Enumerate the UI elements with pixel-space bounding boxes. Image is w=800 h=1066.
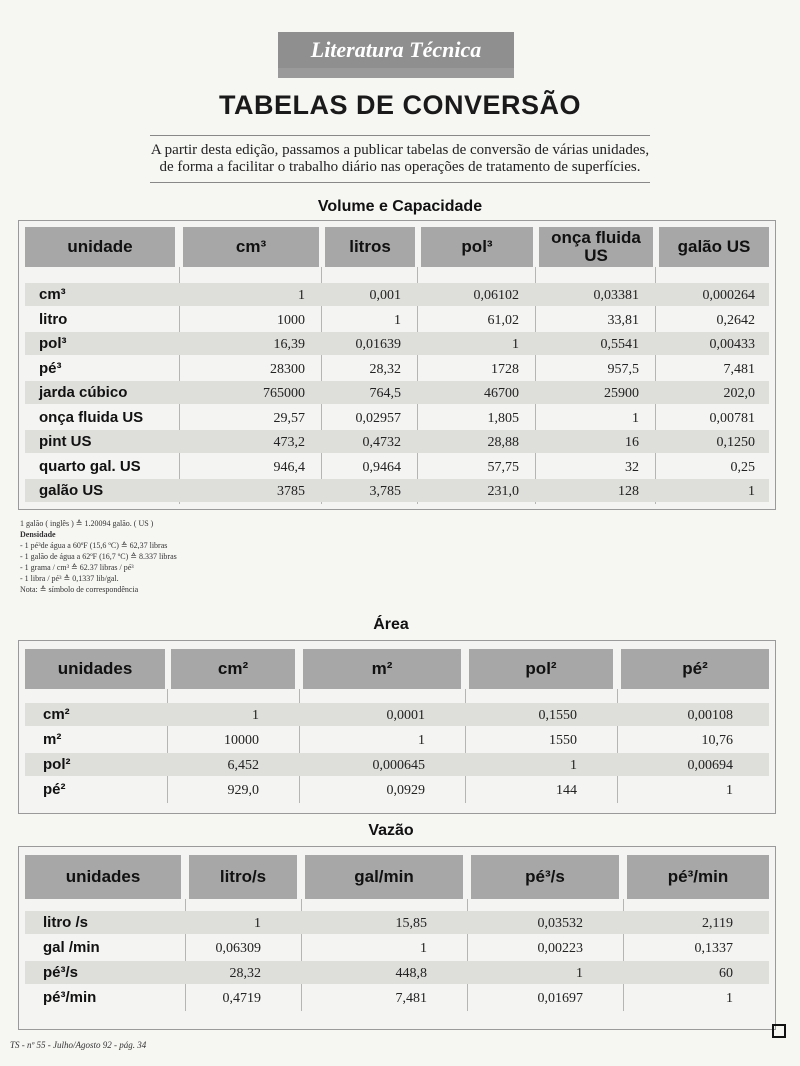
volume-table [18, 220, 776, 510]
table-cell: 448,8 [395, 966, 427, 981]
table-cell: 6,452 [227, 758, 259, 773]
table-cell: 10,76 [701, 733, 733, 748]
table-cell: 0,4732 [362, 435, 401, 450]
table-cell: 25900 [604, 386, 639, 401]
column-header: onça fluida US [539, 227, 653, 267]
table-cell: 16 [625, 435, 639, 450]
table-cell: 3785 [277, 484, 305, 499]
column-header: cm² [171, 649, 295, 689]
table-cell: 0,00781 [709, 410, 755, 426]
table-cell: 473,2 [273, 435, 305, 450]
flow-table [18, 846, 776, 1030]
table-cell: 1728 [491, 361, 519, 377]
intro-line-1: A partir desta edição, passamos a publicar tabelas de conversão de várias unidades, [150, 142, 650, 158]
column-header: unidades [25, 649, 165, 689]
table-cell: 144 [556, 783, 577, 798]
table-cell: 0,06309 [215, 941, 261, 956]
note-symbol: Nota: ≙ símbolo de correspondência [20, 585, 139, 594]
density-line: - 1 libra / pé³ ≙ 0,1337 lib/gal. [20, 574, 119, 583]
row-label: onça fluida US [39, 408, 144, 426]
table-cell: 0,00223 [537, 941, 583, 956]
table-cell: 0,001 [369, 288, 401, 303]
section-banner: Literatura Técnica [278, 32, 514, 78]
table-cell: 46700 [484, 386, 519, 401]
table-cell: 1 [418, 733, 425, 748]
row-label: m² [43, 731, 62, 748]
table-cell: 1 [576, 966, 583, 981]
table-cell: 202,0 [723, 386, 755, 401]
table-cell: 0,000645 [372, 758, 425, 773]
table-cell: 0,9464 [362, 459, 401, 475]
column-header: pol² [469, 649, 613, 689]
page-footer: TS - nº 55 - Julho/Agosto 92 - pág. 34 [10, 1040, 147, 1050]
column-header: pé² [621, 649, 769, 689]
table-cell: 28,32 [369, 361, 401, 377]
note-gallon: 1 galão ( inglês ) ≙ 1.20094 galão. ( US ) [20, 519, 154, 528]
row-label: pint US [39, 433, 92, 450]
table-cell: 1 [394, 312, 401, 328]
density-line: - 1 galão de água a 62ºF (16,7 ºC) ≙ 8.337 libras [20, 552, 177, 561]
table-cell: 0,1550 [538, 708, 577, 723]
column-header: pé³/s [471, 855, 619, 899]
table-cell: 0,03381 [593, 288, 639, 303]
density-title: Densidade [20, 530, 56, 539]
table-cell: 60 [719, 966, 733, 981]
table-cell: 0,1337 [694, 941, 733, 956]
table-cell: 1 [252, 708, 259, 723]
row-label: cm² [43, 706, 70, 723]
column-header: cm³ [183, 227, 319, 267]
table-cell: 0,01639 [355, 337, 401, 352]
row-label: jarda cúbico [39, 384, 128, 401]
table-cell: 1,805 [487, 410, 519, 426]
table-cell: 3,785 [369, 484, 401, 499]
table-cell: 929,0 [227, 783, 259, 798]
area-table [18, 640, 776, 814]
table-cell: 61,02 [487, 312, 519, 328]
intro-line-2: de forma a facilitar o trabalho diário nas operações de tratamento de superfícies. [159, 159, 641, 175]
flow-section-title: Vazão [368, 822, 414, 839]
row-label: gal /min [43, 939, 100, 956]
column-header: galão US [659, 227, 769, 267]
table-cell: 0,000264 [702, 288, 755, 303]
row-label: cm³ [39, 286, 66, 303]
column-header: litros [325, 227, 415, 267]
row-label: pé² [43, 781, 66, 798]
table-cell: 28,32 [229, 966, 261, 981]
notes-block [20, 518, 320, 595]
table-cell: 0,1250 [716, 435, 755, 450]
table-cell: 7,481 [395, 991, 427, 1006]
table-cell: 0,0929 [386, 783, 425, 798]
table-cell: 764,5 [369, 386, 401, 401]
row-label: pé³/s [43, 964, 79, 981]
divider [150, 135, 650, 136]
table-cell: 0,03532 [537, 916, 583, 931]
column-header: m² [303, 649, 461, 689]
table-cell: 0,02957 [355, 410, 401, 426]
row-label: litro [39, 310, 68, 328]
density-line: - 1 pé³de água a 60ºF (15,6 ºC) ≙ 62,37 libras [20, 541, 168, 550]
table-cell: 29,57 [273, 410, 305, 426]
table-cell: 1000 [277, 312, 305, 328]
table-cell: 0,5541 [600, 337, 639, 352]
table-cell: 0,00433 [709, 337, 755, 352]
table-cell: 0,25 [730, 459, 755, 475]
table-cell: 1 [726, 991, 733, 1006]
table-cell: 33,81 [607, 312, 639, 328]
area-section-title: Área [373, 616, 409, 633]
table-cell: 7,481 [723, 361, 755, 377]
table-cell: 1 [570, 758, 577, 773]
row-label: pol² [43, 756, 71, 773]
row-label: pé³/min [43, 989, 97, 1006]
row-label: pé³ [39, 359, 62, 377]
table-cell: 28300 [270, 361, 305, 377]
table-cell: 957,5 [607, 361, 639, 377]
table-cell: 32 [625, 459, 639, 475]
column-header: unidades [25, 855, 181, 899]
table-cell: 1 [420, 941, 427, 956]
table-cell: 0,01697 [537, 991, 583, 1006]
table-cell: 0,00694 [687, 758, 733, 773]
row-label: litro /s [43, 914, 89, 931]
table-cell: 1 [748, 484, 755, 499]
table-cell: 15,85 [395, 916, 427, 931]
column-header: unidade [25, 227, 175, 267]
table-cell: 1 [254, 916, 261, 931]
table-cell: 231,0 [487, 484, 519, 499]
table-cell: 128 [618, 484, 639, 499]
table-cell: 1550 [549, 733, 577, 748]
column-header: pol³ [421, 227, 533, 267]
table-cell: 0,06102 [473, 288, 519, 303]
row-label: quarto gal. US [39, 457, 141, 475]
table-cell: 0,2642 [716, 312, 755, 328]
column-header: pé³/min [627, 855, 769, 899]
table-cell: 1 [298, 288, 305, 303]
density-line: - 1 grama / cm³ ≙ 62.37 libras / pé³ [20, 563, 134, 572]
table-cell: 1 [726, 783, 733, 798]
table-cell: 57,75 [487, 459, 519, 475]
column-header: litro/s [189, 855, 297, 899]
column-header: gal/min [305, 855, 463, 899]
table-cell: 0,0001 [386, 708, 425, 723]
table-cell: 946,4 [273, 459, 305, 475]
volume-section-title: Volume e Capacidade [317, 198, 483, 215]
page-title: TABELAS DE CONVERSÃO [218, 90, 582, 120]
end-mark-icon [772, 1024, 786, 1038]
table-cell: 1 [632, 410, 639, 426]
table-cell: 765000 [263, 386, 305, 401]
table-cell: 0,4719 [222, 991, 261, 1006]
table-cell: 28,88 [487, 435, 519, 450]
divider [150, 182, 650, 183]
intro-text [120, 142, 680, 176]
table-cell: 0,00108 [687, 708, 733, 723]
table-cell: 2,119 [702, 916, 733, 931]
row-label: pol³ [39, 335, 67, 352]
table-cell: 16,39 [273, 337, 305, 352]
row-label: galão US [39, 482, 104, 499]
table-cell: 10000 [224, 733, 259, 748]
table-cell: 1 [512, 337, 519, 352]
